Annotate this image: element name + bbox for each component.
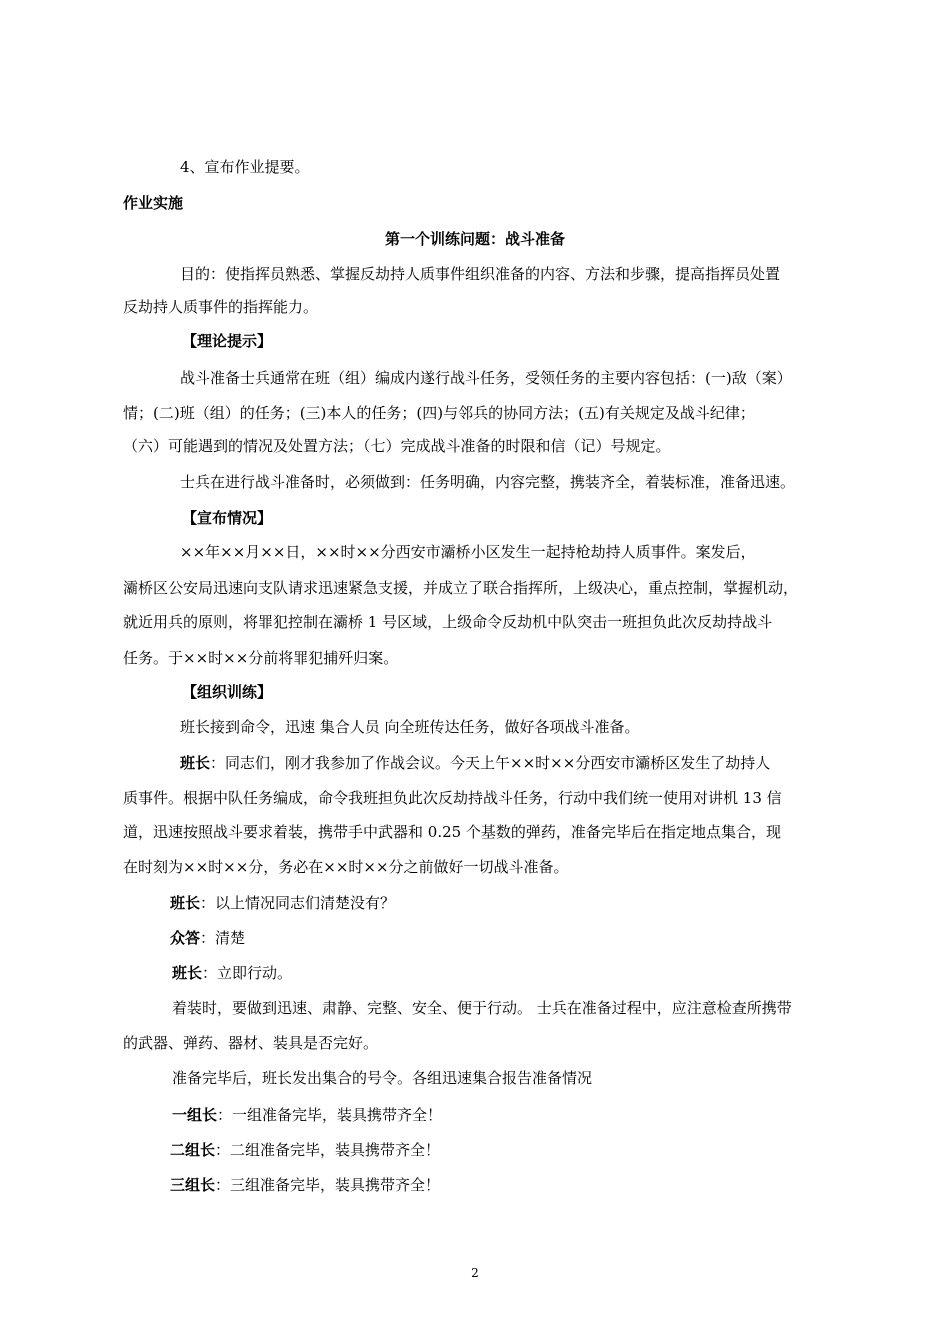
- speaker-label: 三组长: [170, 1176, 216, 1194]
- dress-paragraph-line: 的武器、弹药、器材、装具是否完好。: [123, 1034, 379, 1052]
- announce-paragraph-line: 就近用兵的原则，将罪犯控制在灞桥 1 号区域，上级命令反劫机中队突击一班担负此次反劫持战斗: [123, 613, 773, 631]
- theory-paragraph-line: 战斗准备士兵通常在班（组）编成内遂行战斗任务，受领任务的主要内容包括：(一)敌（案）: [180, 369, 792, 387]
- training-paragraph: 班长接到命令，迅速 集合人员 向全班传达任务，做好各项战斗准备。: [180, 718, 640, 736]
- speaker-label: 班长: [172, 964, 203, 982]
- speech-text: ：同志们，刚才我参加了作战会议。今天上午××时××分西安市灞桥区发生了劫持人: [210, 754, 771, 772]
- section-heading: 作业实施: [123, 194, 184, 212]
- speaker-label: 众答: [170, 929, 201, 947]
- speaker-label: 二组长: [170, 1141, 216, 1159]
- group-report-line: [172, 1105, 442, 1125]
- briefing-item: 4、宣布作业提要。: [180, 158, 310, 176]
- group-report-line: [170, 1175, 440, 1195]
- announce-paragraph-line: 灞桥区公安局迅速向支队请求迅速紧急支援，并成立了联合指挥所，上级决心，重点控制，掌握机动，: [123, 579, 799, 597]
- speech-text: ：三组准备完毕，装具携带齐全！: [215, 1176, 441, 1194]
- announce-paragraph-line: 任务。于××时××分前将罪犯捕歼归案。: [123, 649, 399, 667]
- theory-paragraph-line: 情；(二)班（组）的任务；(三)本人的任务；(四)与邻兵的协同方法；(五)有关规定及战斗纪律；: [123, 404, 755, 422]
- announce-heading: 【宣布情况】: [182, 509, 273, 527]
- speech-text: ：立即行动。: [202, 964, 293, 982]
- theory-paragraph-line: （六）可能遇到的情况及处置方法；（七）完成战斗准备的时限和信（记）号规定。: [123, 437, 671, 455]
- training-topic-title: 第一个训练问题：战斗准备: [384, 230, 565, 248]
- speech-continuation: 在时刻为××时××分，务必在××时××分之前做好一切战斗准备。: [123, 858, 569, 876]
- purpose-paragraph-line: 目的：使指挥员熟悉、掌握反劫持人质事件组织准备的内容、方法和步骤，提高指挥员处置: [180, 265, 781, 283]
- speech-continuation: 道，迅速按照战斗要求着装，携带手中武器和 0.25 个基数的弹药，准备完毕后在指定地点集合，现: [123, 823, 781, 841]
- speaker-label: 一组长: [172, 1106, 218, 1124]
- dialogue-line: [170, 893, 395, 913]
- speaker-label: 班长: [180, 754, 211, 772]
- speech-text: ：以上情况同志们清楚没有？: [200, 894, 396, 912]
- dialogue-line: [172, 963, 292, 983]
- speech-text: ：二组准备完毕，装具携带齐全！: [215, 1141, 441, 1159]
- training-heading: 【组织训练】: [182, 683, 273, 701]
- speech-text: ：一组准备完毕，装具携带齐全！: [217, 1106, 443, 1124]
- page-number: 2: [471, 1266, 479, 1280]
- group-report-line: [170, 1140, 440, 1160]
- speaker-label: 班长: [170, 894, 201, 912]
- theory-requirement: 士兵在进行战斗准备时，必须做到：任务明确，内容完整，携装齐全，着装标准，准备迅速。: [180, 473, 796, 491]
- announce-paragraph-line: ××年××月××日，××时××分西安市灞桥小区发生一起持枪劫持人质事件。案发后，: [180, 543, 756, 561]
- speech-continuation: 质事件。根据中队任务编成，命令我班担负此次反劫持战斗任务，行动中我们统一使用对讲机 13 信: [123, 789, 782, 807]
- purpose-paragraph-line: 反劫持人质事件的指挥能力。: [123, 298, 319, 316]
- dialogue-line: [180, 753, 770, 773]
- speech-text: ：清楚: [200, 929, 246, 947]
- dialogue-line: [170, 928, 245, 948]
- theory-heading: 【理论提示】: [182, 332, 273, 350]
- dress-paragraph-line: 着装时，要做到迅速、肃静、完整、安全、便于行动。 士兵在准备过程中，应注意检查所携带: [172, 999, 792, 1017]
- ready-paragraph: 准备完毕后，班长发出集合的号令。各组迅速集合报告准备情况: [172, 1069, 593, 1087]
